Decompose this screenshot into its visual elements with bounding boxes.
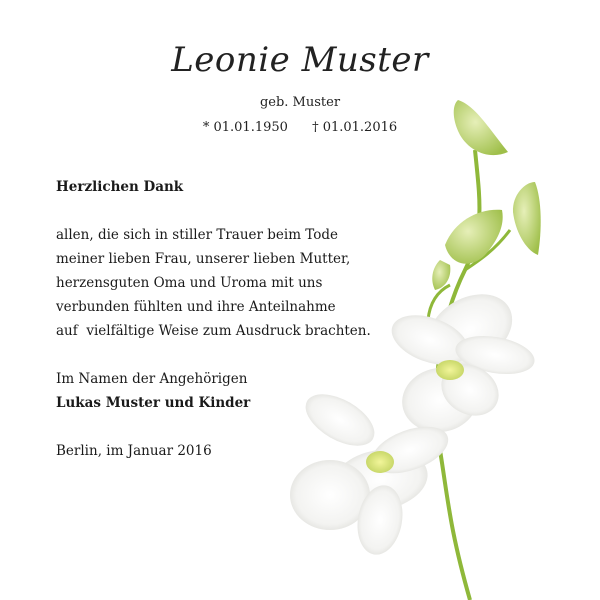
birth-date: * 01.01.1950 xyxy=(202,120,288,135)
message-line: auf vielfältige Weise zum Ausdruck brachten. xyxy=(56,323,371,339)
family-names: Lukas Muster und Kinder xyxy=(56,395,251,411)
message-line: meiner lieben Frau, unserer lieben Mutter, xyxy=(56,251,351,267)
thank-you-heading: Herzlichen Dank xyxy=(56,179,184,195)
message-line: verbunden fühlten und ihre Anteilnahme xyxy=(56,299,336,315)
deceased-name: Leonie Muster xyxy=(171,40,429,80)
signoff-text: Im Namen der Angehörigen xyxy=(56,371,248,387)
place-date: Berlin, im Januar 2016 xyxy=(56,443,212,459)
message-line: herzensguten Oma und Uroma mit uns xyxy=(56,275,323,291)
orchid-icon xyxy=(280,90,600,600)
death-date: † 01.01.2016 xyxy=(312,120,398,135)
birth-name: geb. Muster xyxy=(259,95,341,110)
message-line: allen, die sich in stiller Trauer beim Tode xyxy=(56,227,339,243)
